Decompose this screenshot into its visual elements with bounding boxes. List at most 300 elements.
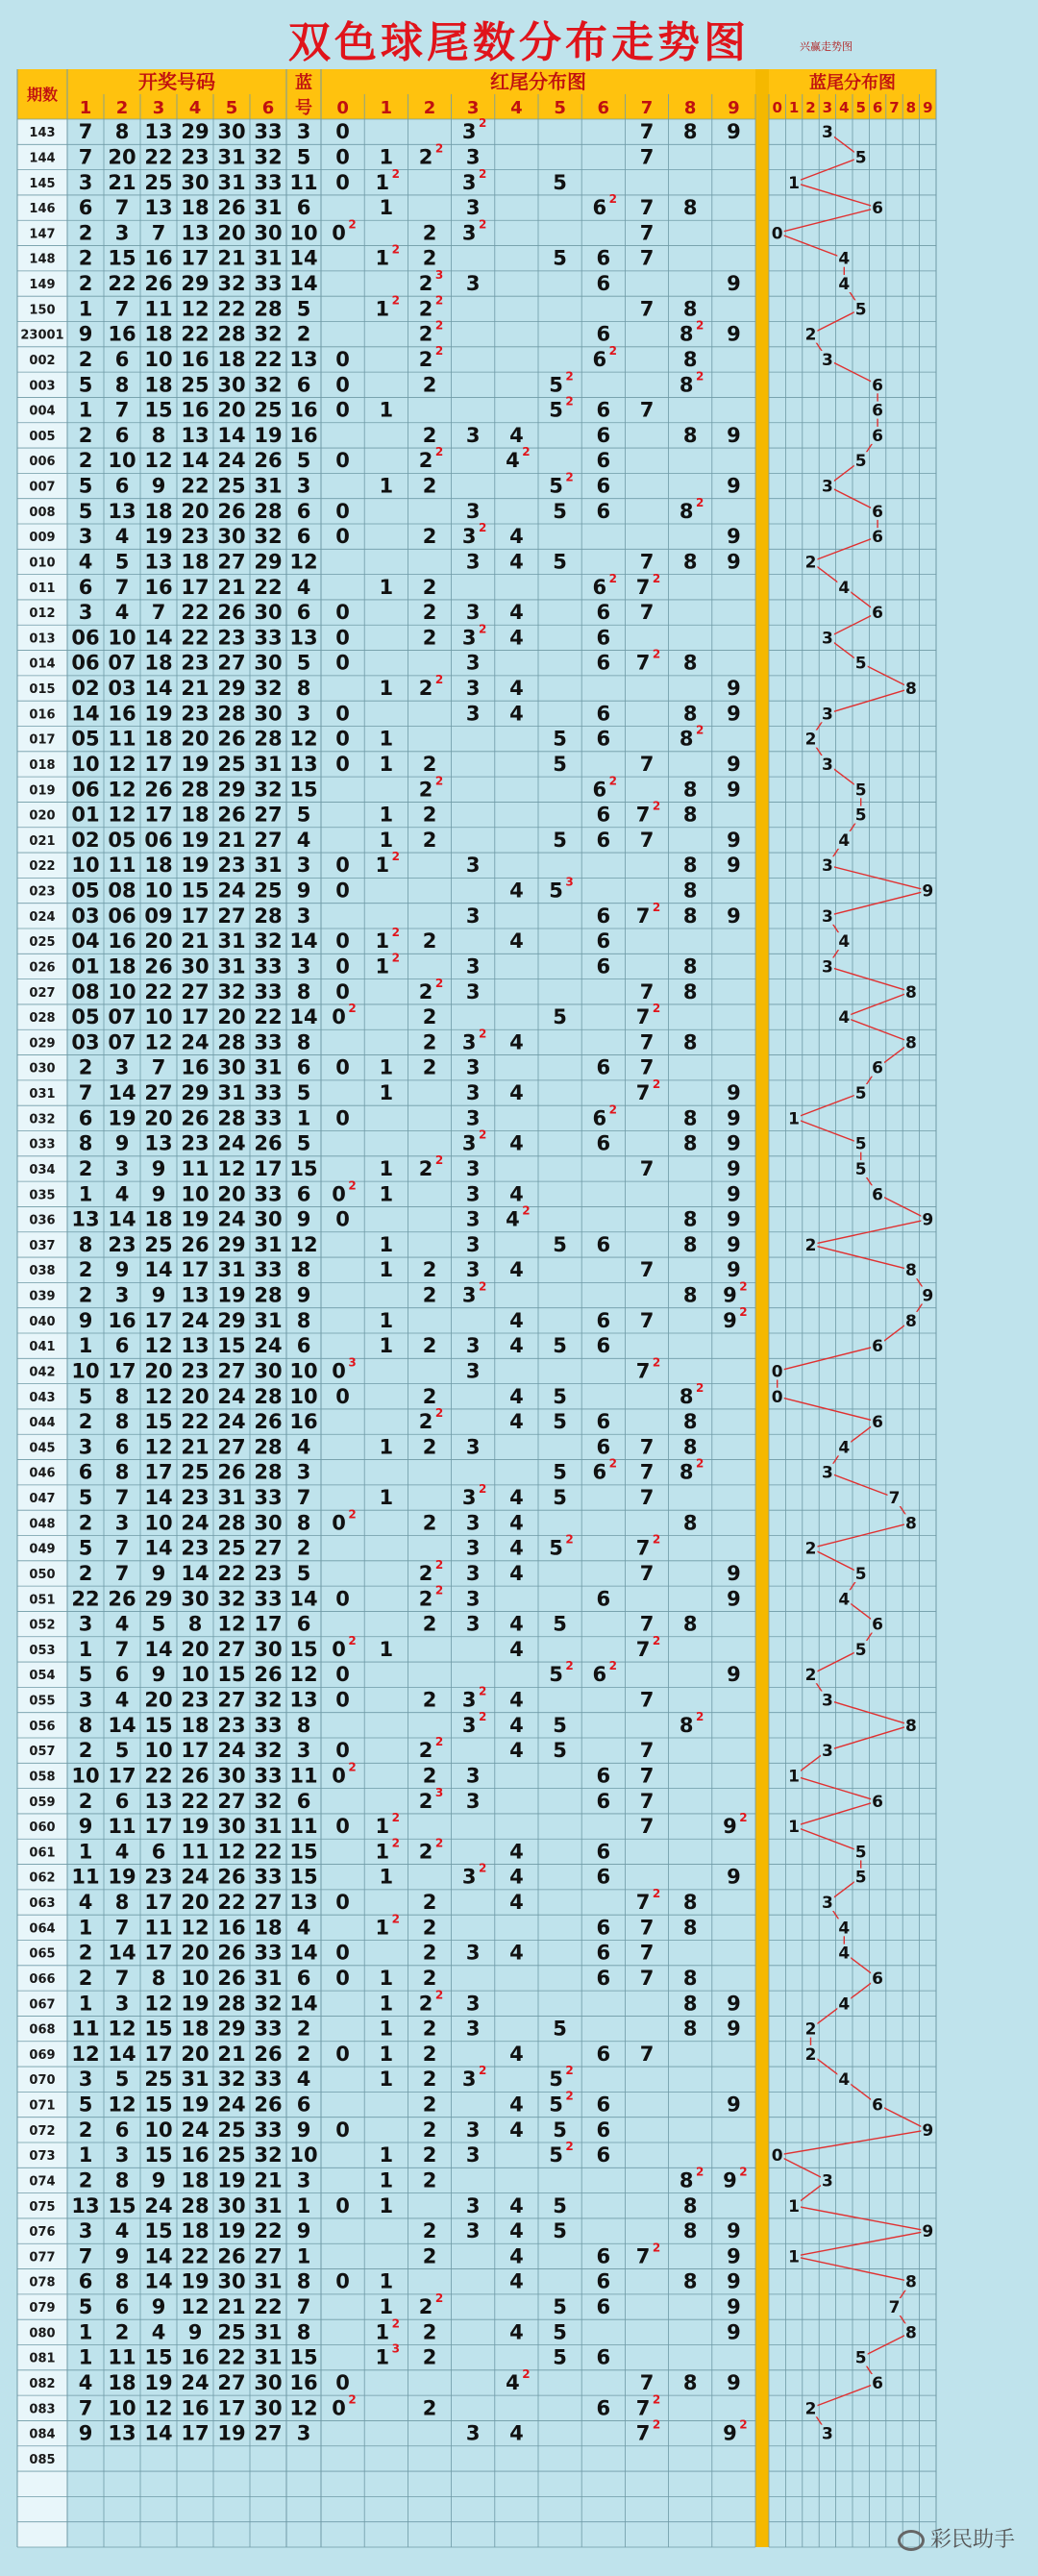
blue-tail-point: 6 (872, 1792, 884, 1812)
red-tail-mark: 5 (553, 828, 567, 852)
red-tail-mark: 4 (509, 2042, 524, 2066)
blue-number: 16 (289, 398, 318, 422)
draw-number: 5 (78, 1536, 93, 1560)
red-tail-mark: 0 (335, 1815, 350, 1839)
draw-number: 2 (78, 1941, 93, 1965)
blue-number: 12 (289, 727, 318, 751)
draw-number: 32 (254, 1739, 283, 1763)
draw-number: 26 (217, 601, 246, 625)
red-tail-mark: 3 (461, 626, 477, 650)
blue-tail-point: 6 (872, 2095, 884, 2116)
draw-number: 18 (181, 1713, 210, 1737)
red-tail-mark: 8 (682, 854, 698, 878)
red-tail-mark: 5 (553, 1713, 567, 1737)
red-tail-mark: 9 (727, 1258, 741, 1282)
repeat-count: 2 (348, 1633, 357, 1647)
red-tail-mark: 3 (465, 1992, 481, 2016)
blue-tail-point: 5 (854, 300, 867, 320)
draw-number: 24 (181, 1308, 210, 1332)
draw-number: 25 (254, 398, 283, 422)
period-label: 021 (29, 833, 56, 849)
repeat-count: 3 (565, 875, 574, 889)
red-tail-mark: 7 (635, 651, 651, 675)
red-tail-mark: 6 (596, 1232, 611, 1256)
blue-number: 8 (296, 1511, 311, 1535)
draw-number: 07 (108, 651, 136, 675)
red-tail-mark: 7 (639, 1460, 655, 1484)
draw-number: 8 (114, 1891, 130, 1915)
red-tail-mark: 4 (509, 929, 524, 954)
red-tail-mark: 9 (727, 1561, 741, 1585)
red-tail-mark: 5 (553, 499, 567, 523)
period-label: 066 (29, 1971, 56, 1987)
red-tail-mark: 5 (553, 1612, 567, 1636)
blue-tail-point: 4 (838, 1008, 851, 1028)
red-tail-mark: 3 (461, 120, 477, 144)
red-tail-mark: 3 (461, 2068, 477, 2092)
draw-number: 12 (181, 297, 210, 321)
red-tail-mark: 4 (509, 2193, 524, 2217)
draw-number: 20 (217, 1182, 246, 1206)
red-tail-mark: 0 (335, 2193, 350, 2217)
red-tail-mark: 2 (422, 2345, 437, 2369)
red-tail-mark: 7 (639, 601, 655, 625)
blue-tail-point: 1 (788, 1818, 801, 1838)
red-tail-mark: 7 (635, 1536, 651, 1560)
blue-tail-point: 5 (854, 780, 867, 801)
red-tail-mark: 0 (335, 954, 350, 978)
draw-number: 23 (254, 1561, 283, 1585)
draw-number: 29 (181, 1081, 210, 1105)
draw-number: 12 (108, 778, 136, 802)
red-tail-mark: 7 (639, 1764, 655, 1788)
draw-number: 17 (144, 1308, 173, 1332)
blue-tail-point: 4 (838, 275, 851, 295)
draw-number: 14 (108, 1081, 136, 1105)
draw-number: 6 (114, 1663, 130, 1687)
red-tail-mark: 6 (596, 2396, 611, 2420)
draw-number: 17 (108, 1359, 136, 1383)
blue-number: 10 (289, 1359, 318, 1383)
red-tail-mark: 9 (727, 1207, 741, 1231)
blue-tail-point: 4 (838, 1994, 851, 2015)
blue-tail-point: 6 (872, 1337, 884, 1357)
header-blue-col: 9 (923, 99, 933, 116)
draw-number: 25 (181, 373, 210, 397)
draw-number: 33 (254, 120, 283, 144)
blue-number: 13 (289, 1688, 318, 1712)
red-tail-mark: 9 (727, 1992, 741, 2016)
red-tail-mark: 9 (727, 1081, 741, 1105)
period-label: 015 (29, 682, 56, 698)
draw-number: 32 (254, 373, 283, 397)
draw-number: 19 (181, 1992, 210, 2016)
repeat-count: 2 (391, 242, 400, 257)
blue-number: 5 (296, 1081, 311, 1105)
red-tail-mark: 5 (549, 2143, 563, 2167)
header-blue-tail: 蓝尾分布图 (809, 73, 896, 93)
blue-number: 2 (296, 322, 311, 346)
draw-number: 33 (254, 1030, 283, 1054)
red-tail-mark: 4 (509, 1308, 524, 1332)
red-tail-mark: 7 (639, 1916, 655, 1940)
red-tail-mark: 2 (418, 1789, 433, 1813)
draw-number: 25 (217, 2118, 246, 2142)
draw-number: 22 (217, 1891, 246, 1915)
red-tail-mark: 1 (375, 170, 390, 194)
blue-number: 6 (296, 196, 311, 220)
period-label: 065 (29, 1946, 56, 1962)
red-tail-mark: 2 (422, 474, 437, 498)
red-tail-mark: 9 (727, 854, 741, 878)
red-tail-mark: 6 (596, 904, 611, 928)
draw-number: 27 (217, 651, 246, 675)
draw-number: 24 (217, 879, 246, 903)
period-label: 059 (29, 1795, 56, 1810)
draw-number: 28 (217, 1030, 246, 1054)
red-tail-mark: 3 (465, 1612, 481, 1636)
draw-number: 23 (217, 854, 246, 878)
repeat-count: 2 (434, 141, 444, 156)
draw-number: 17 (217, 2396, 246, 2420)
red-tail-mark: 1 (379, 2269, 394, 2293)
blue-number: 8 (296, 2320, 311, 2344)
draw-number: 15 (144, 2093, 173, 2117)
red-tail-mark: 0 (335, 752, 350, 776)
draw-number: 25 (254, 879, 283, 903)
draw-number: 20 (144, 1359, 173, 1383)
draw-number: 1 (78, 1916, 93, 1940)
draw-number: 27 (217, 1789, 246, 1813)
draw-number: 30 (254, 601, 283, 625)
draw-number: 27 (217, 550, 246, 574)
blue-number: 6 (296, 525, 311, 549)
red-tail-mark: 5 (553, 1232, 567, 1256)
draw-number: 6 (114, 2118, 130, 2142)
red-tail-mark: 5 (553, 550, 567, 574)
red-tail-mark: 2 (418, 347, 433, 371)
draw-number: 21 (181, 1435, 210, 1459)
draw-number: 31 (217, 1258, 246, 1282)
draw-number: 9 (151, 1663, 166, 1687)
draw-number: 06 (108, 904, 136, 928)
red-tail-mark: 0 (335, 2118, 350, 2142)
red-tail-mark: 4 (509, 2093, 524, 2117)
draw-number: 24 (254, 1334, 283, 1358)
blue-tail-point: 3 (821, 906, 833, 927)
draw-number: 12 (144, 1992, 173, 2016)
red-tail-mark: 8 (682, 1435, 698, 1459)
red-tail-mark: 4 (509, 2219, 524, 2243)
draw-number: 22 (71, 1587, 100, 1611)
blue-number: 2 (296, 2017, 311, 2041)
red-tail-mark: 8 (682, 1410, 698, 1434)
red-tail-mark: 1 (379, 1232, 394, 1256)
repeat-count: 2 (479, 1861, 487, 1875)
red-tail-mark: 1 (379, 1334, 394, 1358)
red-tail-mark: 3 (465, 1359, 481, 1383)
blue-number: 2 (296, 2042, 311, 2066)
red-tail-mark: 7 (639, 1435, 655, 1459)
draw-number: 31 (254, 1055, 283, 1079)
draw-number: 13 (144, 196, 173, 220)
draw-number: 15 (144, 2143, 173, 2167)
blue-tail-point: 9 (922, 1286, 934, 1306)
red-tail-mark: 1 (379, 803, 394, 827)
draw-number: 2 (78, 246, 93, 270)
red-tail-mark: 0 (335, 145, 350, 169)
draw-number: 6 (114, 347, 130, 371)
period-label: 017 (29, 732, 56, 748)
draw-number: 6 (114, 474, 130, 498)
blue-tail-point: 6 (872, 1185, 884, 1205)
draw-number: 30 (254, 702, 283, 726)
draw-number: 25 (144, 170, 173, 194)
blue-tail-point: 8 (904, 1033, 917, 1053)
draw-number: 4 (114, 601, 130, 625)
red-tail-mark: 4 (509, 677, 524, 701)
repeat-count: 2 (652, 900, 661, 914)
draw-number: 12 (144, 2396, 173, 2420)
repeat-count: 2 (652, 1633, 661, 1647)
red-tail-mark: 2 (422, 1511, 437, 1535)
blue-tail-point: 4 (838, 1590, 851, 1610)
draw-number: 32 (254, 145, 283, 169)
blue-number: 13 (289, 347, 318, 371)
red-tail-mark: 4 (509, 1688, 524, 1712)
draw-number: 28 (254, 727, 283, 751)
red-tail-mark: 2 (418, 1840, 433, 1864)
red-tail-mark: 2 (418, 272, 433, 296)
draw-number: 6 (151, 1840, 166, 1864)
red-tail-mark: 0 (335, 170, 350, 194)
repeat-count: 2 (565, 470, 574, 484)
blue-tail-point: 5 (854, 148, 867, 168)
red-tail-mark: 7 (639, 1156, 655, 1180)
draw-number: 24 (217, 2093, 246, 2117)
repeat-count: 2 (608, 571, 617, 585)
draw-number: 27 (254, 2421, 283, 2445)
blue-tail-point: 6 (872, 604, 884, 624)
draw-number: 32 (217, 979, 246, 1003)
red-tail-mark: 7 (639, 1789, 655, 1813)
red-tail-mark: 1 (379, 1435, 394, 1459)
blue-tail-point: 2 (804, 1666, 817, 1686)
repeat-count: 2 (522, 1203, 531, 1218)
period-label: 037 (29, 1238, 56, 1253)
red-tail-mark: 6 (592, 1460, 607, 1484)
blue-number: 16 (289, 423, 318, 447)
draw-number: 32 (254, 677, 283, 701)
draw-number: 11 (108, 2345, 136, 2369)
red-tail-mark: 8 (682, 979, 698, 1003)
draw-number: 5 (114, 550, 130, 574)
draw-number: 33 (254, 1486, 283, 1510)
header-red-col: 4 (510, 98, 523, 118)
red-tail-mark: 2 (418, 297, 433, 321)
draw-number: 28 (217, 1106, 246, 1130)
red-tail-mark: 4 (509, 2320, 524, 2344)
red-tail-mark: 1 (375, 954, 390, 978)
draw-number: 31 (254, 474, 283, 498)
period-label: 085 (29, 2452, 56, 2467)
draw-number: 31 (217, 954, 246, 978)
draw-number: 1 (78, 1840, 93, 1864)
draw-number: 22 (217, 1561, 246, 1585)
blue-number: 15 (289, 1840, 318, 1864)
red-tail-mark: 1 (379, 474, 394, 498)
blue-tail-point: 5 (854, 654, 867, 674)
red-tail-mark: 3 (465, 550, 481, 574)
draw-number: 13 (144, 1131, 173, 1155)
draw-number: 32 (254, 525, 283, 549)
header-draw-col: 3 (152, 98, 165, 118)
red-tail-mark: 4 (509, 1131, 524, 1155)
red-tail-mark: 0 (335, 1207, 350, 1231)
draw-number: 11 (71, 1865, 100, 1889)
draw-number: 7 (114, 1536, 130, 1560)
period-label: 046 (29, 1466, 56, 1481)
red-tail-mark: 1 (375, 1815, 390, 1839)
blue-number: 9 (296, 2219, 311, 2243)
draw-number: 28 (181, 2193, 210, 2217)
repeat-count: 2 (348, 217, 357, 232)
repeat-count: 2 (479, 1279, 487, 1294)
red-tail-mark: 8 (682, 2219, 698, 2243)
red-tail-mark: 8 (682, 803, 698, 827)
period-label: 061 (29, 1845, 56, 1861)
period-label: 081 (29, 2351, 56, 2366)
draw-number: 3 (78, 1688, 93, 1712)
blue-number: 8 (296, 677, 311, 701)
red-tail-mark: 2 (418, 979, 433, 1003)
red-tail-mark: 5 (549, 1663, 563, 1687)
blue-number: 6 (296, 1612, 311, 1636)
red-tail-mark: 0 (335, 120, 350, 144)
red-tail-mark: 4 (509, 1511, 524, 1535)
draw-number: 33 (254, 1764, 283, 1788)
draw-number: 23 (181, 1359, 210, 1383)
period-label: 028 (29, 1011, 56, 1027)
period-label: 149 (29, 278, 56, 293)
draw-number: 23 (181, 1536, 210, 1560)
red-tail-mark: 9 (727, 1587, 741, 1611)
red-tail-mark: 5 (553, 1410, 567, 1434)
draw-number: 31 (254, 752, 283, 776)
repeat-count: 2 (391, 166, 400, 181)
red-tail-mark: 3 (465, 1081, 481, 1105)
red-tail-mark: 6 (592, 575, 607, 599)
header-draw-col: 5 (225, 98, 238, 118)
repeat-count: 2 (565, 1659, 574, 1673)
repeat-count: 2 (739, 1304, 748, 1319)
blue-number: 3 (296, 702, 311, 726)
blue-number: 5 (296, 145, 311, 169)
draw-number: 33 (254, 2017, 283, 2041)
period-label: 032 (29, 1112, 56, 1127)
draw-number: 2 (78, 1561, 93, 1585)
blue-number: 4 (296, 2068, 311, 2092)
red-tail-mark: 2 (422, 1334, 437, 1358)
repeat-count: 2 (565, 1532, 574, 1547)
blue-tail-point: 1 (788, 2196, 801, 2217)
draw-number: 21 (217, 2295, 246, 2319)
draw-number: 13 (181, 221, 210, 245)
draw-number: 5 (114, 2068, 130, 2092)
draw-number: 2 (78, 272, 93, 296)
draw-number: 10 (71, 1359, 100, 1383)
repeat-count: 2 (479, 1482, 487, 1497)
draw-number: 28 (254, 1460, 283, 1484)
draw-number: 22 (181, 474, 210, 498)
blue-tail-point: 3 (821, 477, 833, 497)
header-blue-col: 4 (839, 99, 850, 116)
draw-number: 15 (108, 2193, 136, 2217)
draw-number: 14 (144, 626, 173, 650)
period-label: 024 (29, 909, 56, 925)
draw-number: 15 (144, 398, 173, 422)
draw-number: 15 (144, 1713, 173, 1737)
red-tail-mark: 8 (682, 1030, 698, 1054)
red-tail-mark: 6 (596, 1966, 611, 1990)
repeat-count: 2 (391, 1912, 400, 1926)
red-tail-mark: 5 (549, 2068, 563, 2092)
red-tail-mark: 9 (727, 525, 741, 549)
draw-number: 22 (144, 1764, 173, 1788)
red-tail-mark: 8 (679, 1460, 694, 1484)
draw-number: 28 (254, 499, 283, 523)
draw-number: 4 (114, 525, 130, 549)
blue-number: 14 (289, 1941, 318, 1965)
red-tail-mark: 0 (335, 1739, 350, 1763)
red-tail-mark: 3 (465, 702, 481, 726)
draw-number: 22 (217, 2345, 246, 2369)
blue-tail-point: 2 (804, 2399, 817, 2419)
draw-number: 31 (254, 2269, 283, 2293)
draw-number: 03 (71, 1030, 100, 1054)
draw-number: 2 (78, 1789, 93, 1813)
draw-number: 32 (217, 2068, 246, 2092)
header-blue-2: 号 (295, 98, 312, 118)
draw-number: 20 (181, 499, 210, 523)
draw-number: 8 (187, 1612, 203, 1636)
period-label: 079 (29, 2301, 56, 2316)
draw-number: 17 (181, 2421, 210, 2445)
red-tail-mark: 7 (635, 2421, 651, 2445)
draw-number: 32 (254, 322, 283, 346)
draw-number: 11 (108, 854, 136, 878)
draw-number: 8 (114, 2269, 130, 2293)
repeat-count: 2 (608, 774, 617, 788)
red-tail-mark: 8 (679, 499, 694, 523)
repeat-count: 2 (348, 1507, 357, 1522)
red-tail-mark: 5 (553, 1460, 567, 1484)
draw-number: 19 (217, 2219, 246, 2243)
header-red-col: 9 (728, 98, 740, 118)
period-label: 146 (29, 202, 56, 217)
repeat-count: 2 (696, 1456, 704, 1471)
draw-number: 3 (114, 1283, 130, 1307)
draw-number: 26 (254, 1410, 283, 1434)
draw-number: 32 (254, 1688, 283, 1712)
draw-number: 7 (78, 2244, 93, 2268)
red-tail-mark: 2 (418, 1992, 433, 2016)
red-tail-mark: 5 (553, 1005, 567, 1029)
period-label: 080 (29, 2326, 56, 2341)
period-label: 042 (29, 1365, 56, 1380)
draw-number: 16 (181, 2396, 210, 2420)
blue-tail-point: 5 (854, 1868, 867, 1888)
